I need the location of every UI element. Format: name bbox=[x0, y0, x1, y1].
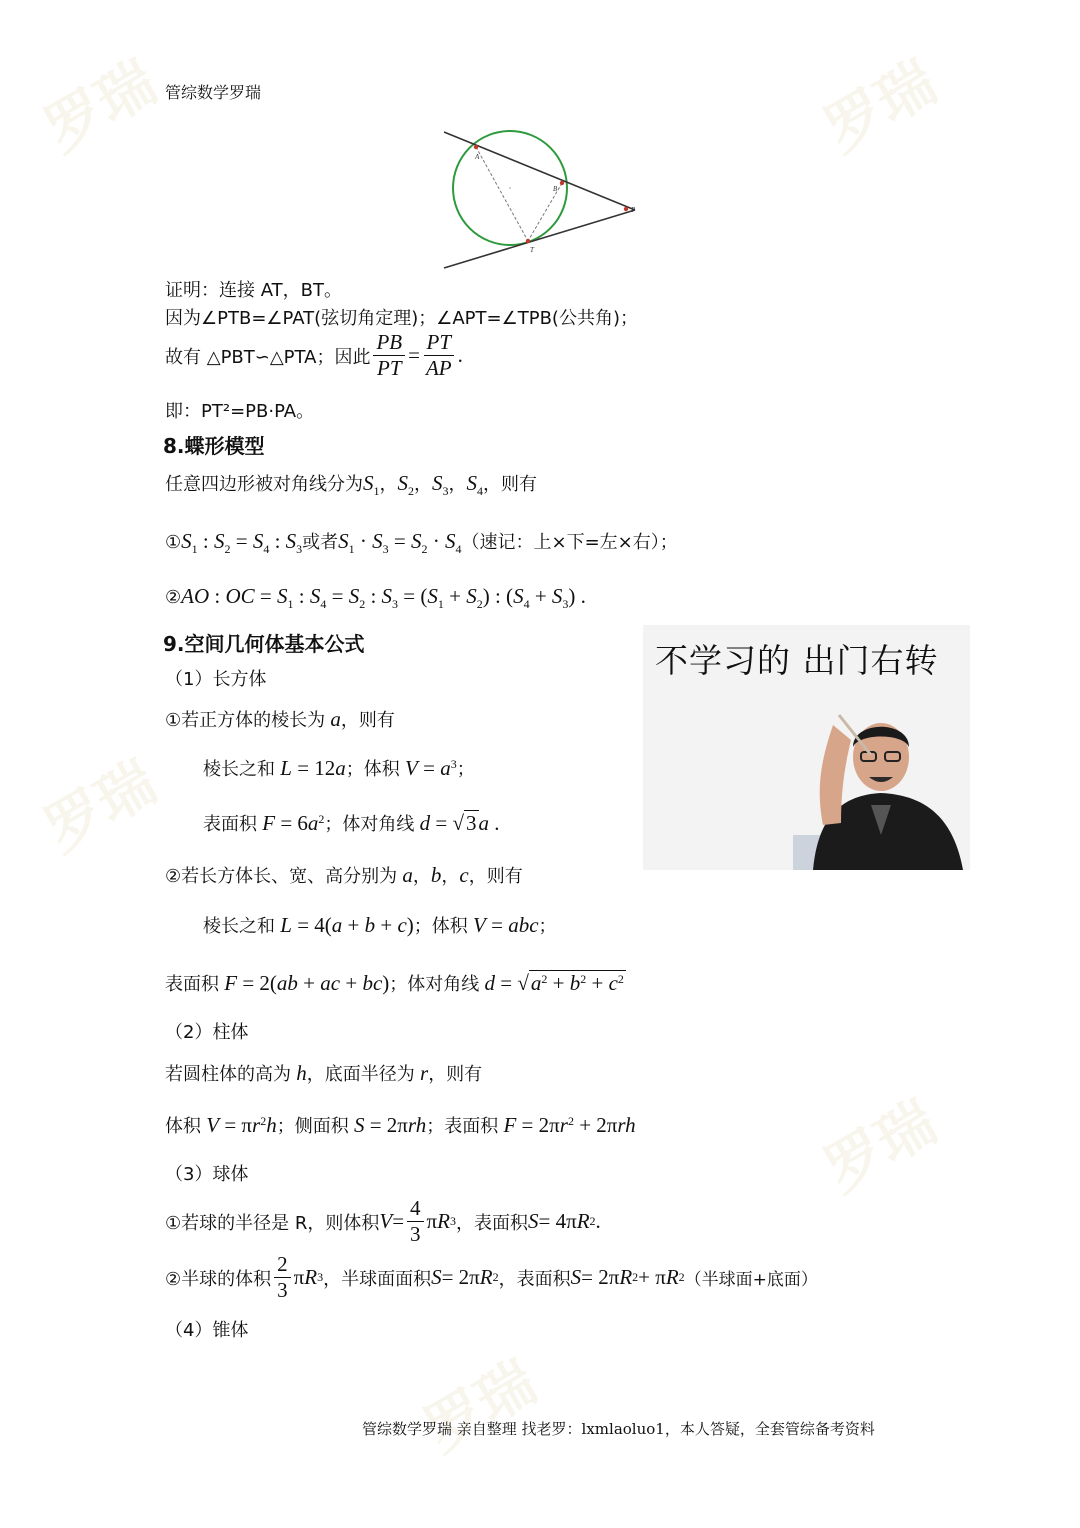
cuboid-line: ②若长方体长、宽、高分别为 a，b，c，则有 bbox=[165, 863, 523, 887]
fraction-pb-pt: $\frac{PB}{PT}$ bbox=[373, 330, 405, 381]
fraction-pt-ap: $\frac{PT}{AP}$ bbox=[423, 330, 455, 381]
point-P bbox=[624, 207, 628, 211]
section-8-title: 8.蝶形模型 bbox=[163, 434, 265, 458]
section-9-title: 9.空间几何体基本公式 bbox=[163, 632, 365, 656]
cube-surface-diagonal: 表面积 $F = 6a^2$；体对角线 d = √3a . bbox=[203, 811, 500, 835]
watermark: 罗瑞 bbox=[33, 747, 168, 865]
cuboid-surface-diagonal: 表面积 F = 2(ab + ac + bc)；体对角线 $d = √a^2 + b^2 + c^2$ bbox=[165, 971, 624, 995]
label-P: P bbox=[631, 206, 636, 214]
header-author: 管综数学罗瑞 bbox=[165, 83, 262, 102]
proof-line-2: 因为∠PTB=∠PAT(弦切角定理)；∠APT=∠TPB(公共角)； bbox=[165, 308, 638, 329]
section-8-item-1: $①S_1$ : $S_2 = S_4$ : $S_3$或者$S_1 \cdot S_3 = S_2 \cdot S_4$（速记：上×下=左×右）； bbox=[165, 529, 678, 557]
point-B bbox=[560, 181, 564, 185]
proof-line-3: 故有 △PBT∽△PTA；因此 $\frac{PB}{PT}$ = $\frac{PT}{AP}$ . bbox=[165, 330, 463, 381]
circle-tangent-figure bbox=[440, 128, 645, 274]
footer-text: 管综数学罗瑞 亲自整理 找老罗：lxmlaoluo1，本人答疑，全套管综备考资料 bbox=[362, 1420, 875, 1438]
fraction-4-3: $\frac{4}{3}$ bbox=[407, 1196, 424, 1247]
subsection-cuboid: （1）长方体 bbox=[165, 669, 267, 690]
meme-image bbox=[643, 625, 970, 870]
subsection-cylinder: （2）柱体 bbox=[165, 1022, 249, 1043]
cube-line: ①若正方体的棱长为 a，则有 bbox=[165, 707, 395, 731]
proof-line-4: 即：PT²=PB·PA。 bbox=[165, 401, 315, 422]
cube-edge-volume: 棱长之和 L = 12a；体积 $V = a^3$； bbox=[203, 756, 475, 780]
cylinder-formulas: 体积 $V = \pi r^2h$；侧面积 S = 2πrh；表面积 $F = 2\pi r^2 + 2\pi rh$ bbox=[165, 1113, 636, 1137]
subsection-sphere: （3）球体 bbox=[165, 1164, 249, 1185]
circle-center bbox=[509, 187, 511, 189]
section-8-intro: 任意四边形被对角线分为$S_1$，$S_2$，$S_3$，$S_4$，则有 bbox=[165, 471, 537, 499]
watermark: 罗瑞 bbox=[813, 47, 948, 165]
cylinder-line: 若圆柱体的高为 h，底面半径为 r，则有 bbox=[165, 1061, 483, 1085]
cuboid-edge-volume: 棱长之和 L = 4(a + b + c)；体积 V = abc； bbox=[203, 913, 557, 937]
watermark: 罗瑞 bbox=[33, 47, 168, 165]
tangent-line bbox=[444, 210, 635, 268]
sphere-formulas: ①若球的半径是 R，则体积 V = $\frac{4}{3}$ π R 3 ，表面积 S = 4π R 2 . bbox=[165, 1196, 601, 1247]
proof-line-3-text: 故有 △PBT∽△PTA；因此 bbox=[165, 346, 371, 368]
meme-caption: 不学习的 出门右转 bbox=[655, 641, 939, 680]
watermark: 罗瑞 bbox=[813, 1087, 948, 1205]
segment-AT bbox=[476, 147, 528, 241]
secant-line bbox=[444, 132, 635, 210]
label-T: T bbox=[530, 246, 534, 254]
section-8-item-2: ②AO : OC = $S_1$ : $S_4 = S_2$ : $S_3 = (S_1 + S_2)$ : $(S_4 + S_3)$ . bbox=[165, 584, 586, 612]
point-T bbox=[526, 239, 530, 243]
subsection-cone: （4）锥体 bbox=[165, 1320, 249, 1341]
label-A: A bbox=[475, 153, 480, 161]
point-A bbox=[474, 145, 478, 149]
watermark: 罗瑞 bbox=[413, 1347, 548, 1465]
person-illustration bbox=[793, 695, 970, 870]
proof-line-1: 证明：连接 AT，BT。 bbox=[165, 280, 342, 301]
fraction-2-3: $\frac{2}{3}$ bbox=[274, 1252, 291, 1303]
hemisphere-formulas: ②半球的体积 $\frac{2}{3}$ π R 3 ，半球面面积 S = 2π R 2 ，表面积 S = 2π R 2 + π R 2 （半球面+底面） bbox=[165, 1252, 818, 1303]
label-B: B bbox=[553, 185, 558, 193]
